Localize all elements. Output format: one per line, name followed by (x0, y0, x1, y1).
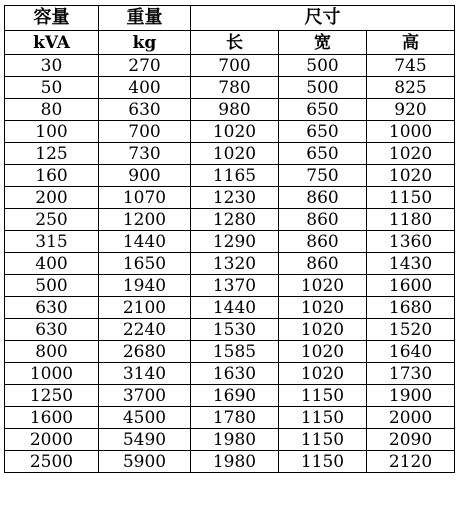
capacity-cell: 200 (5, 187, 99, 209)
table-row (5, 429, 455, 451)
capacity-cell: 500 (5, 275, 99, 297)
height-cell: 2120 (367, 451, 455, 473)
height-cell: 920 (367, 99, 455, 121)
width-cell: 750 (279, 165, 367, 187)
capacity-cell: 80 (5, 99, 99, 121)
height-cell: 1600 (367, 275, 455, 297)
dimension-header: 尺寸 (191, 6, 455, 31)
table-row (5, 407, 455, 429)
height-cell: 1520 (367, 319, 455, 341)
capacity-cell: 250 (5, 209, 99, 231)
weight-cell: 270 (99, 55, 191, 77)
table-row (5, 121, 455, 143)
weight-cell: 5900 (99, 451, 191, 473)
weight-cell: 5490 (99, 429, 191, 451)
capacity-cell: 2000 (5, 429, 99, 451)
weight-cell: 630 (99, 99, 191, 121)
capacity-cell: 315 (5, 231, 99, 253)
capacity-cell: 100 (5, 121, 99, 143)
length-cell: 1530 (191, 319, 279, 341)
length-cell: 1980 (191, 451, 279, 473)
height-cell: 1640 (367, 341, 455, 363)
length-cell: 1280 (191, 209, 279, 231)
table-row (5, 99, 455, 121)
capacity-cell: 50 (5, 77, 99, 99)
weight-cell: 900 (99, 165, 191, 187)
capacity-header: 容量 (5, 6, 99, 31)
height-cell: 1730 (367, 363, 455, 385)
height-cell: 1180 (367, 209, 455, 231)
height-cell: 1020 (367, 143, 455, 165)
width-cell: 1020 (279, 297, 367, 319)
height-header: 高 (367, 31, 455, 55)
weight-unit: kg (99, 31, 191, 55)
length-cell: 1230 (191, 187, 279, 209)
length-cell: 1165 (191, 165, 279, 187)
capacity-cell: 1250 (5, 385, 99, 407)
width-cell: 860 (279, 209, 367, 231)
weight-cell: 730 (99, 143, 191, 165)
width-cell: 650 (279, 143, 367, 165)
table-row (5, 253, 455, 275)
height-cell: 1900 (367, 385, 455, 407)
height-cell: 2000 (367, 407, 455, 429)
width-cell: 1150 (279, 429, 367, 451)
length-cell: 1440 (191, 297, 279, 319)
length-cell: 1020 (191, 143, 279, 165)
table-row (5, 165, 455, 187)
capacity-cell: 400 (5, 253, 99, 275)
height-cell: 1020 (367, 165, 455, 187)
height-cell: 1000 (367, 121, 455, 143)
width-header: 宽 (279, 31, 367, 55)
width-cell: 860 (279, 253, 367, 275)
capacity-cell: 2500 (5, 451, 99, 473)
width-cell: 860 (279, 231, 367, 253)
width-cell: 1150 (279, 385, 367, 407)
width-cell: 1150 (279, 451, 367, 473)
table-row (5, 77, 455, 99)
length-cell: 1780 (191, 407, 279, 429)
width-cell: 500 (279, 77, 367, 99)
weight-cell: 2680 (99, 341, 191, 363)
length-cell: 1980 (191, 429, 279, 451)
width-cell: 1020 (279, 341, 367, 363)
weight-cell: 1070 (99, 187, 191, 209)
width-cell: 1020 (279, 363, 367, 385)
height-cell: 745 (367, 55, 455, 77)
table-row (5, 385, 455, 407)
length-cell: 1290 (191, 231, 279, 253)
weight-cell: 3140 (99, 363, 191, 385)
weight-cell: 2240 (99, 319, 191, 341)
header-row-labels (5, 6, 455, 31)
header-row-units (5, 31, 455, 55)
capacity-cell: 1000 (5, 363, 99, 385)
width-cell: 860 (279, 187, 367, 209)
width-cell: 650 (279, 99, 367, 121)
weight-cell: 1440 (99, 231, 191, 253)
table-row (5, 187, 455, 209)
transformer-spec-table (4, 5, 455, 473)
height-cell: 1360 (367, 231, 455, 253)
length-cell: 1370 (191, 275, 279, 297)
width-cell: 500 (279, 55, 367, 77)
weight-cell: 4500 (99, 407, 191, 429)
weight-header: 重量 (99, 6, 191, 31)
length-cell: 1690 (191, 385, 279, 407)
table-row (5, 275, 455, 297)
table-body (5, 55, 455, 473)
weight-cell: 2100 (99, 297, 191, 319)
height-cell: 2090 (367, 429, 455, 451)
weight-cell: 1650 (99, 253, 191, 275)
length-cell: 700 (191, 55, 279, 77)
table-row (5, 231, 455, 253)
table-row (5, 143, 455, 165)
table-row (5, 209, 455, 231)
capacity-cell: 1600 (5, 407, 99, 429)
height-cell: 825 (367, 77, 455, 99)
weight-cell: 1940 (99, 275, 191, 297)
capacity-cell: 125 (5, 143, 99, 165)
width-cell: 1150 (279, 407, 367, 429)
width-cell: 1020 (279, 319, 367, 341)
capacity-cell: 30 (5, 55, 99, 77)
table-row (5, 319, 455, 341)
capacity-cell: 800 (5, 341, 99, 363)
length-header: 长 (191, 31, 279, 55)
table-row (5, 55, 455, 77)
height-cell: 1680 (367, 297, 455, 319)
height-cell: 1430 (367, 253, 455, 275)
length-cell: 780 (191, 77, 279, 99)
weight-cell: 400 (99, 77, 191, 99)
table-row (5, 363, 455, 385)
weight-cell: 1200 (99, 209, 191, 231)
capacity-unit: kVA (5, 31, 99, 55)
width-cell: 650 (279, 121, 367, 143)
width-cell: 1020 (279, 275, 367, 297)
length-cell: 1320 (191, 253, 279, 275)
table-row (5, 341, 455, 363)
weight-cell: 3700 (99, 385, 191, 407)
height-cell: 1150 (367, 187, 455, 209)
length-cell: 1585 (191, 341, 279, 363)
table-row (5, 451, 455, 473)
length-cell: 1630 (191, 363, 279, 385)
capacity-cell: 630 (5, 297, 99, 319)
length-cell: 1020 (191, 121, 279, 143)
table-row (5, 297, 455, 319)
capacity-cell: 160 (5, 165, 99, 187)
length-cell: 980 (191, 99, 279, 121)
capacity-cell: 630 (5, 319, 99, 341)
weight-cell: 700 (99, 121, 191, 143)
